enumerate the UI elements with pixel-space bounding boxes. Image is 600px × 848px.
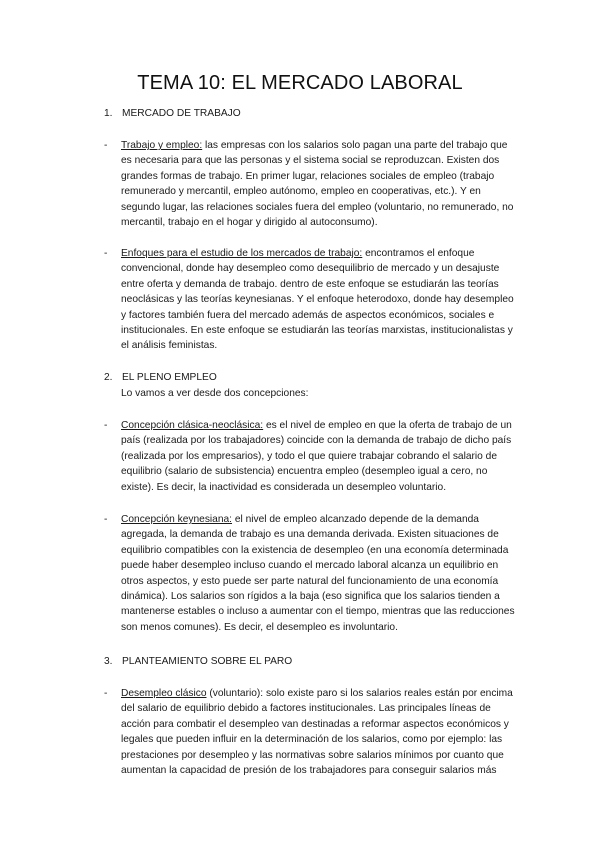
item-label: Concepción clásica-neoclásica: (121, 420, 264, 431)
list-item-trabajo-empleo (104, 138, 516, 230)
section-title: MERCADO DE TRABAJO (122, 108, 241, 119)
section-number: 1. (104, 108, 113, 119)
bullet-dash: - (104, 514, 108, 525)
section-title: EL PLENO EMPLEO (122, 372, 217, 383)
section-heading-2 (104, 372, 217, 383)
item-text: el nivel de empleo alcanzado depende de la demanda agregada, la demanda de trabajo es una demanda derivada. Existen situaciones de equilibrio compatibles con la existencia de desempleo (en una economía determinada puede haber desempleo incluso cuando el mercado laboral alcanza un equilibrio en otros aspectos, y esto puede ser parte natural del funcionamiento de una economía dinámica). Los salarios son rígidos a la baja (eso significa que los salarios tienden a mantenerse estables o incluso a aumentar con el tiempo, mientras que las reducciones son menos comunes). Es decir, el desempleo es involuntario. (121, 514, 515, 633)
section-number: 3. (104, 656, 113, 667)
section-intro: Lo vamos a ver desde dos concepciones: (121, 388, 309, 399)
bullet-dash: - (104, 248, 108, 259)
item-label: Concepción keynesiana: (121, 514, 233, 525)
section-heading-1 (104, 108, 241, 119)
list-item-desempleo-clasico (104, 686, 516, 778)
bullet-dash: - (104, 688, 108, 699)
item-text: (voluntario): solo existe paro si los salarios reales están por encima del salario de equilibrio debido a factores institucionales. Las principales líneas de acción para combatir el desempleo van destinadas a reformar aspectos económicos y legales que pueden influir en la determinación de los salarios, como por ejemplo: las prestaciones por desempleo y las normativas sobre salarios mínimos por cuanto que aumentan la capacidad de presión de los trabajadores para conseguir salarios más (121, 688, 513, 777)
item-label: Enfoques para el estudio de los mercados de trabajo: (121, 248, 363, 259)
bullet-dash: - (104, 420, 108, 431)
item-text: las empresas con los salarios solo pagan una parte del trabajo que es necesaria para que las personas y el sistema social se reproduzcan. Existen dos grandes formas de trabajo. En primer lugar, relaciones sociales de empleo (trabajo remunerado y mercantil, empleo autónomo, empleo en cooperativas, etc.). Y en segundo lugar, las relaciones sociales fuera del empleo (voluntario, no remunerado, no mercantil, trabajo en el hogar y dirigido al autoconsumo). (121, 140, 514, 229)
list-item-concepcion-keynesiana (104, 512, 516, 635)
section-number: 2. (104, 372, 113, 383)
list-item-concepcion-clasica (104, 418, 516, 495)
list-item-enfoques (104, 246, 516, 354)
bullet-dash: - (104, 140, 108, 151)
section-heading-3 (104, 656, 292, 667)
section-title: PLANTEAMIENTO SOBRE EL PARO (122, 656, 293, 667)
item-text: encontramos el enfoque convencional, donde hay desempleo como desequilibrio de mercado y un desajuste entre oferta y demanda de trabajo. dentro de este enfoque se estudiarán las teorías neoclásicas y las teorías keynesianas. Y el enfoque heterodoxo, donde hay desempleo y factores también fuera del mercado además de aspectos económicos, sociales e institucionales. En este enfoque se estudiarán las teorías marxistas, institucionalistas y el análisis feministas. (121, 248, 514, 352)
item-label: Trabajo y empleo: (121, 140, 203, 151)
item-label: Desempleo clásico (121, 688, 207, 699)
item-text: es el nivel de empleo en que la oferta de trabajo de un país (realizada por los trabajadores) coincide con la demanda de trabajo de dicho país (realizada por los empresarios), y todo el que quiere trabajar cobrando el salario de equilibrio (salario de subsistencia) encuentra empleo (desempleo igual a cero, no existe). Es decir, la inactividad es considerada un desempleo voluntario. (121, 420, 512, 493)
page-title: TEMA 10: EL MERCADO LABORAL (137, 72, 463, 94)
